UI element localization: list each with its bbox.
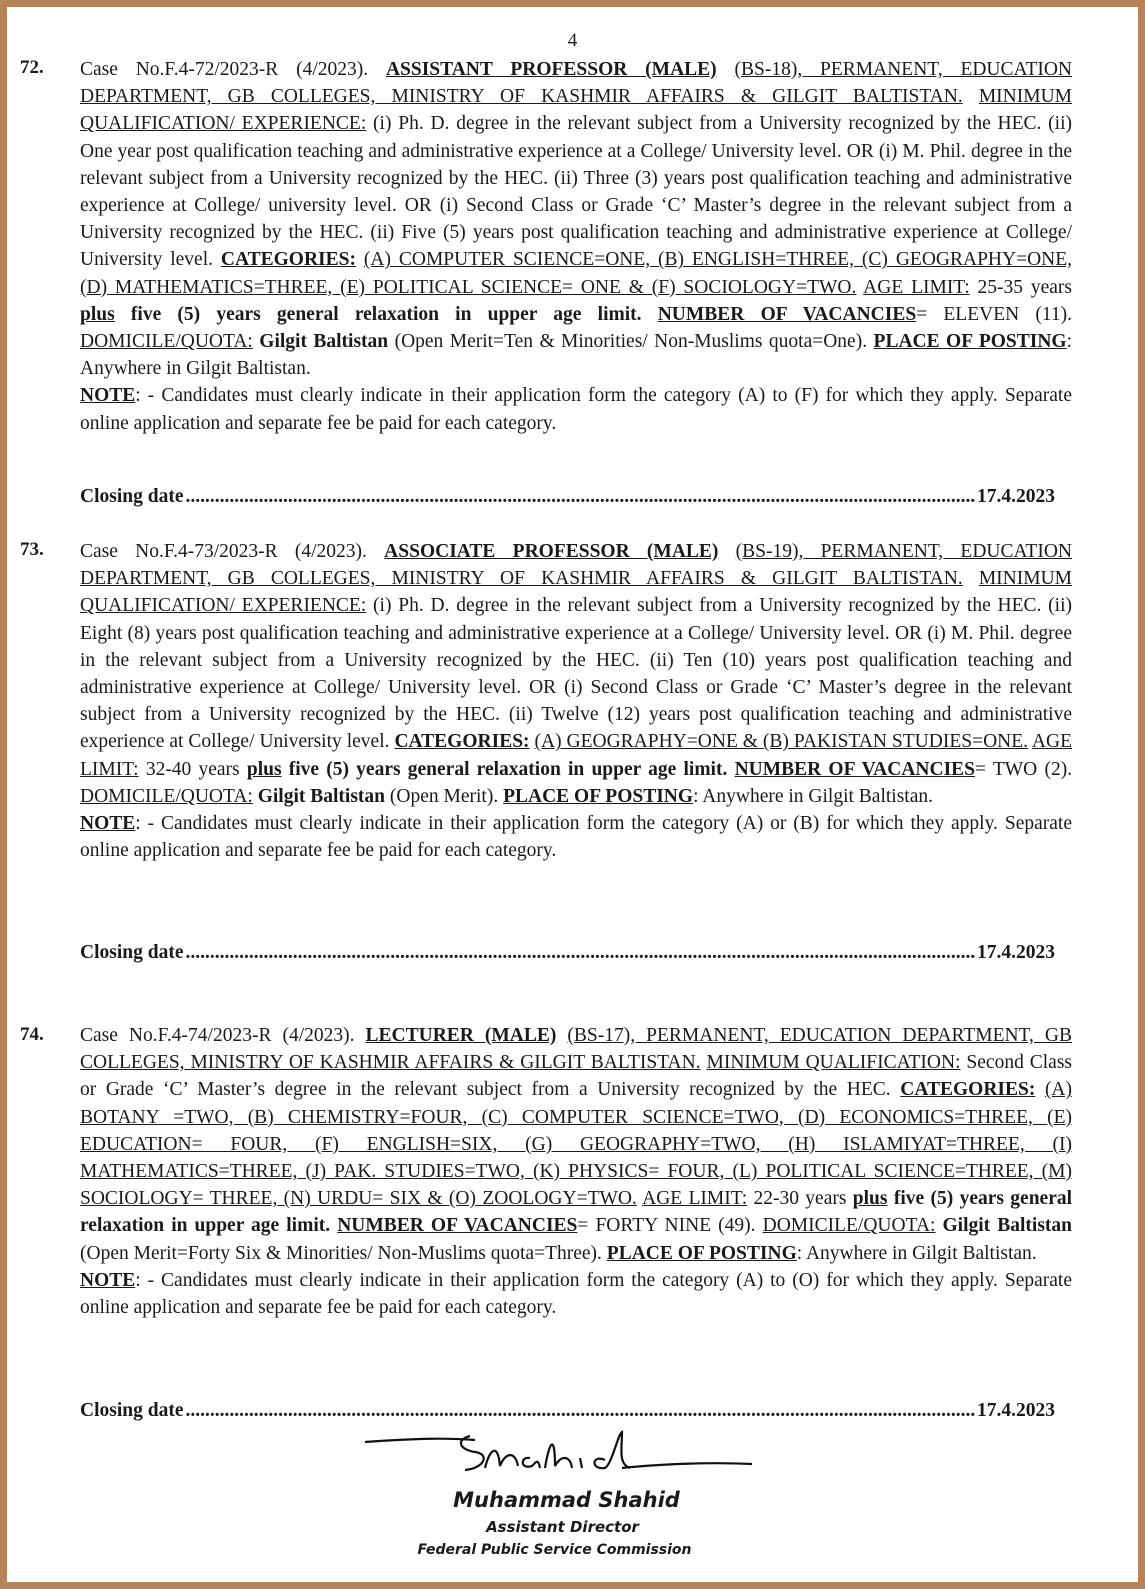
entry-number: 73.: [20, 539, 44, 560]
closing-date-label: Closing date: [80, 486, 184, 507]
vacancies-value: = TWO (2).: [975, 758, 1073, 780]
qualification-label: MINIMUM QUALIFICATION/ EXPERIENCE:: [80, 86, 1072, 135]
post-title: ASSOCIATE PROFESSOR (MALE): [384, 541, 719, 562]
entry-74-body: [80, 1022, 1072, 1321]
vacancies-value: = ELEVEN (11).: [916, 303, 1073, 325]
vacancies-label: NUMBER OF VACANCIES: [734, 758, 976, 780]
domicile-label: DOMICILE/QUOTA:: [80, 785, 253, 807]
entry-number: 72.: [20, 57, 44, 78]
domicile-region: Gilgit Baltistan: [257, 785, 386, 807]
posting-label: PLACE OF POSTING: [606, 1242, 797, 1264]
signatory-organization: Federal Public Service Commission: [417, 1542, 692, 1558]
post-details: (BS-17), PERMANENT, EDUCATION DEPARTMENT, GB COLLEGES, MINISTRY OF KASHMIR AFFAIRS & GILGIT BALTISTAN.: [80, 1025, 1073, 1074]
note-label: NOTE: [80, 813, 136, 835]
signatory-name: Muhammad Shahid: [453, 1488, 680, 1512]
page-number: 4: [567, 30, 578, 51]
relaxation-text: five (5) years general relaxation in upper age limit.: [80, 1188, 1073, 1237]
domicile-region: Gilgit Baltistan: [942, 1215, 1072, 1237]
posting-text: : Anywhere in Gilgit Baltistan.: [796, 1242, 1037, 1264]
domicile-label: DOMICILE/QUOTA:: [762, 1215, 936, 1237]
posting-label: PLACE OF POSTING: [873, 331, 1067, 353]
plus-word: plus: [80, 303, 115, 325]
vacancies-label: NUMBER OF VACANCIES: [337, 1215, 578, 1237]
closing-date-label: Closing date: [80, 942, 184, 963]
age-limit-value: 32-40 years: [145, 758, 240, 780]
qualification-text: (i) Ph. D. degree in the relevant subject from a University recognized by the HEC. (ii) One year post qualification teaching and administrative experience at a College/ University level. OR (i) M. Phil. degree in the relevant subject from a University recognized by the HEC. (ii) Three (3) years post qualification teaching and administrative experience at College/ university level. OR (i) Second Class or Grade ‘C’ Master’s degree in the relevant subject from a University recognized by the HEC. (ii) Five (5) years post qualification teaching and administrative experience at College/ University level.: [80, 113, 1072, 271]
leader-dots: [185, 1400, 975, 1422]
posting-label: PLACE OF POSTING: [503, 785, 694, 807]
categories-text: (A) BOTANY =TWO, (B) CHEMISTRY=FOUR, (C) COMPUTER SCIENCE=TWO, (D) ECONOMICS=THREE, (E) EDUCATION= FOUR, (F) ENGLISH=SIX, (G) GEOGRAPHY=TWO, (H) ISLAMIYAT=THREE, (I) MATHEMATICS=THREE, (J) PAK. STUDIES=TWO, (K) PHYSICS= FOUR, (L) POLITICAL SCIENCE=THREE, (M) SOCIOLOGY= THREE, (N) URDU= SIX & (O) ZOOLOGY=TWO.: [80, 1079, 1073, 1210]
age-limit-value: 22-30 years: [753, 1188, 847, 1210]
vacancies-label: NUMBER OF VACANCIES: [657, 303, 917, 325]
age-limit-label: AGE LIMIT:: [642, 1188, 748, 1210]
domicile-detail: (Open Merit).: [389, 785, 499, 807]
domicile-label: DOMICILE/QUOTA:: [80, 331, 253, 353]
domicile-detail: (Open Merit=Forty Six & Minorities/ Non-Muslims quota=Three).: [80, 1242, 602, 1264]
relaxation-text: five (5) years general relaxation in upper age limit.: [130, 303, 642, 325]
qualification-text: (i) Ph. D. degree in the relevant subject from a University recognized by the HEC. (ii) Eight (8) years post qualification teaching and administrative experience at a College/ University level. OR (i) M. Phil. degree in the relevant subject from a University recognized by the HEC. (ii) Ten (10) years post qualification teaching and administrative experience at College/ University level. OR (i) Second Class or Grade ‘C’ Master’s degree in the relevant subject from a University recognized by the HEC. (ii) Twelve (12) years post qualification teaching and administrative experience at College/ University level.: [80, 595, 1072, 753]
post-details: (BS-19), PERMANENT, EDUCATION DEPARTMENT, GB COLLEGES, MINISTRY OF KASHMIR AFFAIRS & GILGIT BALTISTAN.: [80, 541, 1072, 590]
closing-date-value: 17.4.2023: [977, 942, 1055, 963]
age-limit-value: 25-35 years: [977, 276, 1072, 298]
case-number: Case No.F.4-74/2023-R (4/2023).: [80, 1025, 355, 1046]
entry-73-body: [80, 538, 1072, 864]
entry-72-body: [80, 56, 1072, 437]
categories-label: CATEGORIES:: [900, 1079, 1036, 1101]
categories-label: CATEGORIES:: [394, 731, 530, 753]
plus-word: plus: [246, 758, 282, 780]
categories-text: (A) COMPUTER SCIENCE=ONE, (B) ENGLISH=THREE, (C) GEOGRAPHY=ONE, (D) MATHEMATICS=THREE, (E) POLITICAL SCIENCE= ONE & (F) SOCIOLOGY=TWO.: [80, 249, 1073, 298]
posting-text: : Anywhere in Gilgit Baltistan.: [80, 331, 1073, 380]
note-text: : - Candidates must clearly indicate in their application form the category (A) or (B) for which they apply. Separate online application and separate fee be paid for each category.: [80, 813, 1072, 862]
vacancies-value: = FORTY NINE (49).: [577, 1215, 756, 1237]
plus-word: plus: [852, 1188, 888, 1210]
note-text: : - Candidates must clearly indicate in their application form the category (A) to (O) for which they apply. Separate online application and separate fee be paid for each category.: [80, 1269, 1072, 1319]
qualification-label: MINIMUM QUALIFICATION/ EXPERIENCE:: [80, 568, 1072, 617]
closing-date-value: 17.4.2023: [977, 1400, 1055, 1421]
qualification-text: Second Class or Grade ‘C’ Master’s degree in the relevant subject from a University recognized by the HEC.: [80, 1052, 1072, 1101]
note-text: : - Candidates must clearly indicate in their application form the category (A) to (F) for which they apply. Separate online application and separate fee be paid for each category.: [80, 385, 1072, 434]
post-details: (BS-18), PERMANENT, EDUCATION DEPARTMENT, GB COLLEGES, MINISTRY OF KASHMIR AFFAIRS & GILGIT BALTISTAN.: [80, 59, 1073, 108]
closing-date-row: [80, 1400, 1055, 1422]
posting-text: : Anywhere in Gilgit Baltistan.: [693, 785, 933, 807]
handwritten-signature: [360, 1428, 760, 1488]
post-title: LECTURER (MALE): [365, 1025, 557, 1046]
relaxation-text: five (5) years general relaxation in upper age limit.: [288, 758, 728, 780]
age-limit-label: AGE LIMIT:: [863, 276, 970, 298]
entry-number: 74.: [20, 1024, 44, 1045]
note-label: NOTE: [80, 385, 136, 407]
closing-date-value: 17.4.2023: [977, 486, 1055, 507]
leader-dots: [185, 942, 975, 964]
categories-text: (A) GEOGRAPHY=ONE & (B) PAKISTAN STUDIES=ONE.: [534, 731, 1029, 753]
note-label: NOTE: [80, 1269, 136, 1291]
leader-dots: [185, 486, 975, 508]
domicile-region: Gilgit Baltistan: [259, 331, 389, 353]
categories-label: CATEGORIES:: [220, 249, 356, 271]
domicile-detail: (Open Merit=Ten & Minorities/ Non-Muslims quota=One).: [394, 331, 868, 353]
closing-date-row: [80, 486, 1055, 508]
case-number: Case No.F.4-72/2023-R (4/2023).: [80, 59, 369, 80]
case-number: Case No.F.4-73/2023-R (4/2023).: [80, 541, 367, 562]
age-limit-label: AGE LIMIT:: [80, 731, 1072, 780]
post-title: ASSISTANT PROFESSOR (MALE): [385, 59, 717, 80]
signatory-title: Assistant Director: [486, 1518, 639, 1536]
closing-date-label: Closing date: [80, 1400, 184, 1421]
closing-date-row: [80, 942, 1055, 964]
qualification-label: MINIMUM QUALIFICATION:: [706, 1052, 961, 1074]
